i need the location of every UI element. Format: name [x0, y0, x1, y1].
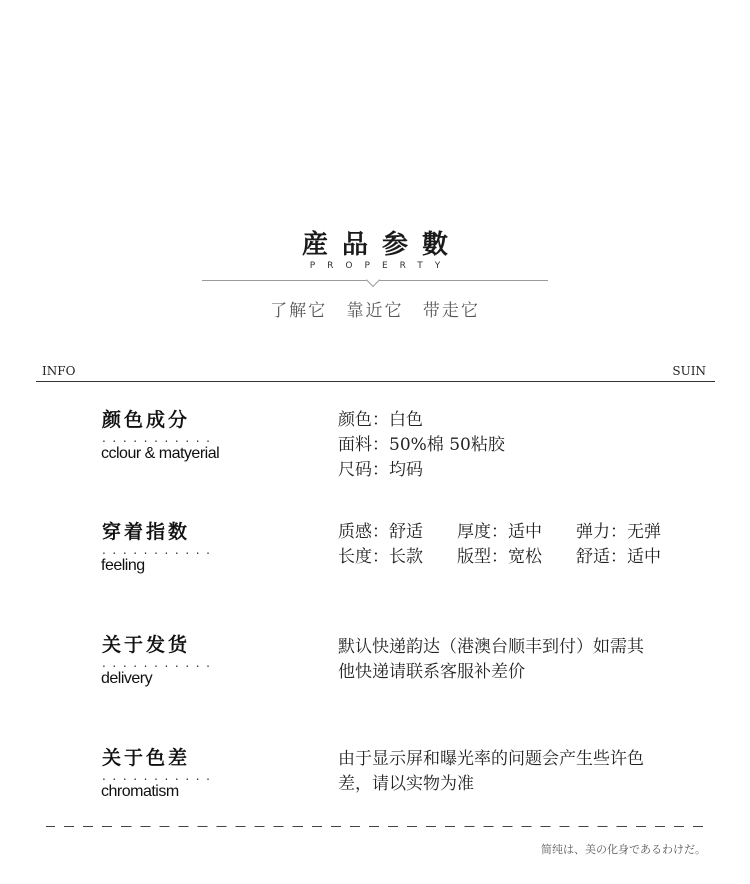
row-subtitle-delivery: delivery	[101, 670, 153, 687]
content-line: 由于显示屏和曝光率的问题会产生些许色	[338, 749, 644, 769]
content-line: 默认快递韵达（港澳台顺丰到付）如需其	[338, 637, 644, 657]
row-subtitle-colour: cclour & matyerial	[101, 445, 220, 462]
row-dots: ...........	[102, 431, 217, 445]
tagline-item: 了解它	[270, 301, 328, 321]
divider-chevron-icon	[366, 273, 380, 287]
row-title-delivery: 关于发货	[102, 634, 191, 656]
content-line	[338, 545, 661, 570]
row-content-delivery	[338, 635, 644, 685]
row-content-colour	[338, 408, 505, 483]
tagline-item: 靠近它	[346, 301, 404, 321]
info-label: INFO	[42, 364, 76, 378]
content-cell: 舒适：适中	[576, 547, 661, 567]
content-line: 颜色：白色	[338, 410, 423, 430]
row-title-chromatism: 关于色差	[102, 747, 191, 769]
row-dots: ...........	[102, 656, 217, 670]
page-title: 産品参數	[301, 230, 462, 260]
content-line	[338, 520, 661, 545]
row-dots: ...........	[102, 543, 217, 557]
row-title-colour: 颜色成分	[102, 409, 191, 431]
info-divider	[36, 381, 715, 382]
content-cell: 版型：宽松	[457, 547, 542, 567]
row-content-feeling	[338, 520, 661, 570]
brand-label: SUIN	[672, 364, 706, 378]
content-cell: 长度：长款	[338, 547, 423, 567]
tagline	[0, 296, 750, 321]
row-content-chromatism	[338, 747, 644, 797]
content-cell: 厚度：适中	[457, 522, 542, 542]
footer-slogan: 简纯は、美の化身であるわけだ。	[541, 843, 706, 856]
content-line: 尺码：均码	[338, 460, 423, 480]
content-cell: 质感：舒适	[338, 522, 423, 542]
row-dots: ...........	[102, 769, 217, 783]
row-title-feeling: 穿着指数	[102, 521, 191, 543]
tagline-item: 带走它	[422, 301, 480, 321]
content-line: 面料：50%棉 50粘胶	[338, 435, 505, 455]
content-line: 差，请以实物为准	[338, 774, 474, 794]
bottom-dashed-divider	[46, 826, 704, 827]
page-subtitle: PROPERTY	[309, 261, 453, 271]
content-line: 他快递请联系客服补差价	[338, 662, 525, 682]
row-subtitle-chromatism: chromatism	[101, 783, 179, 800]
content-cell: 弹力：无弹	[576, 522, 661, 542]
row-subtitle-feeling: feeling	[101, 557, 145, 574]
